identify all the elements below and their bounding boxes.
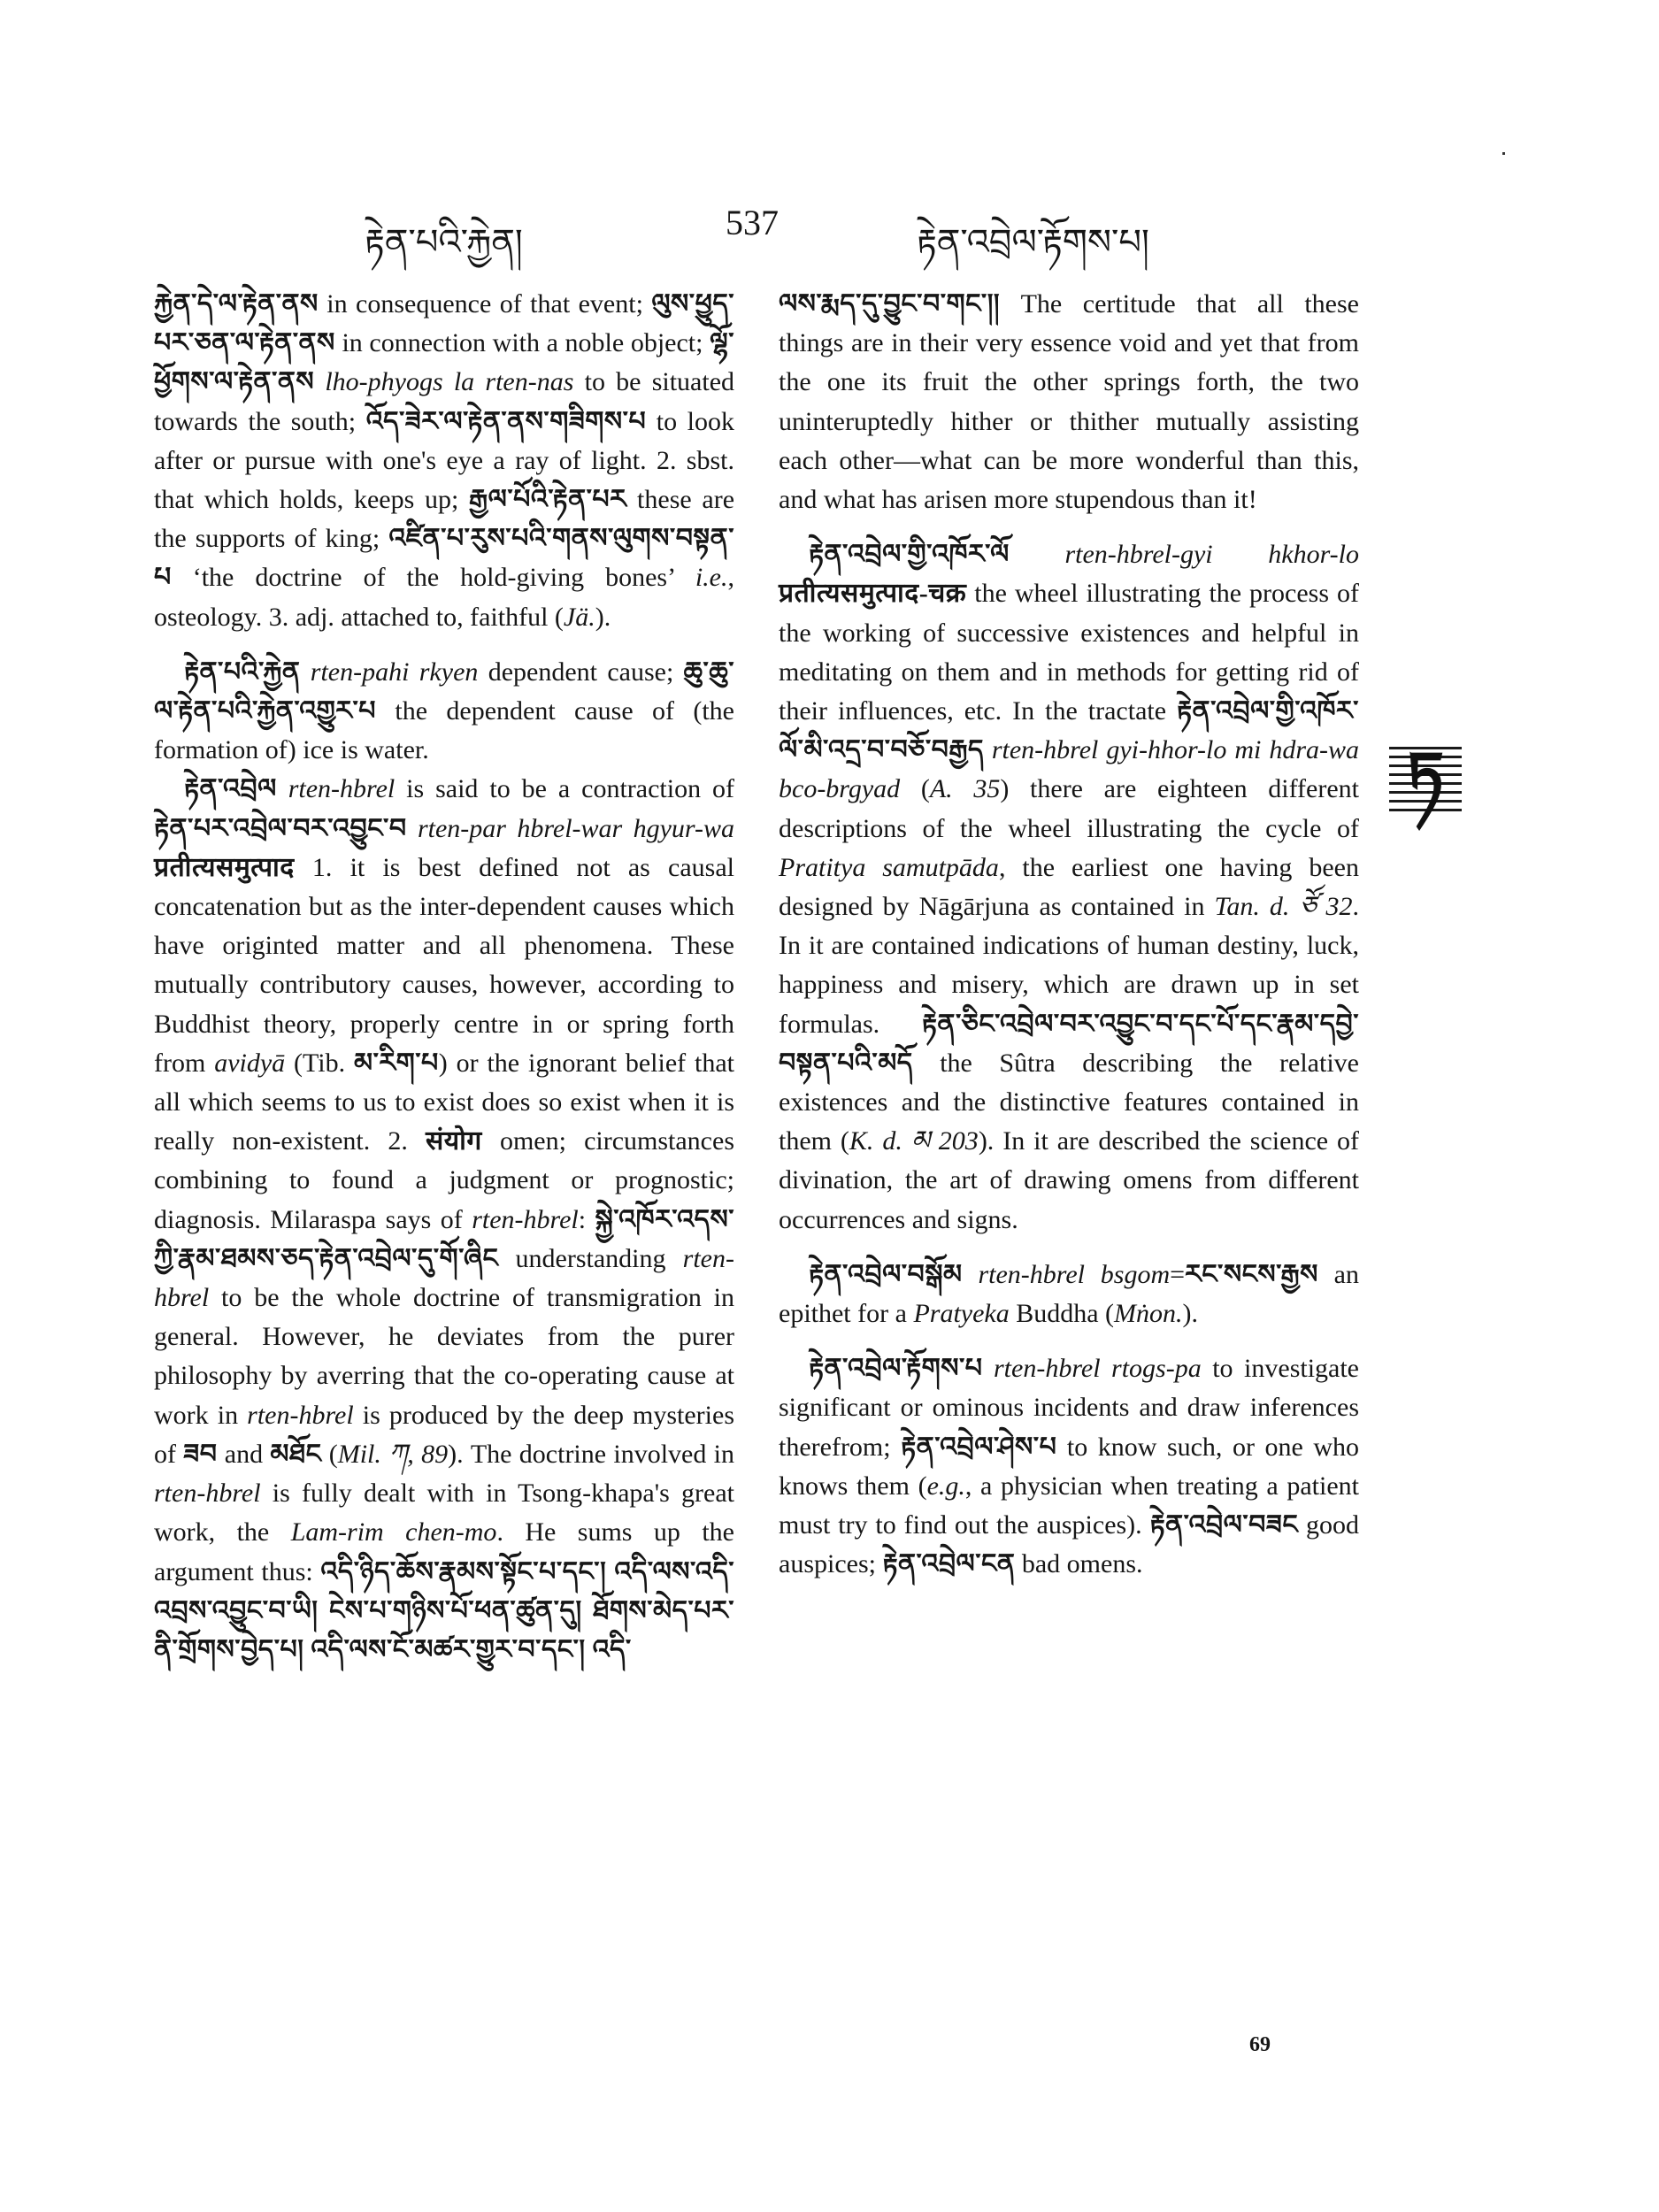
- transliteration: rten-pahi rkyen: [310, 657, 479, 687]
- tibetan-headword: རྟེན་འབྲེལ་གྱི་འཁོར་ལོ: [809, 540, 1010, 570]
- page-number: 537: [726, 203, 779, 242]
- tibetan-text: རྟེན་འབྲེལ་ངན: [882, 1549, 1016, 1579]
- definition-text: [984, 735, 992, 764]
- tibetan-text: རང་སངས་རྒྱས: [1185, 1259, 1318, 1289]
- abbreviation: e.g.: [926, 1471, 965, 1501]
- tibetan-text: རྟེན་འབྲེལ་གྱི་འཁོར་ལོ་མི་འདྲ་བ་བཅོ་བརྒྱད: [779, 696, 1359, 765]
- verse-continuation: [779, 285, 1359, 519]
- definition-text: the dependent cause of (the formation of) ice is water.: [154, 696, 734, 765]
- entry-continuation: [154, 285, 734, 637]
- transliteration: rten-hbrel-gyi hkhor-lo: [1064, 540, 1359, 570]
- entry-rten-hbrel-bsgom: [779, 1256, 1359, 1333]
- definition-text: [1010, 540, 1065, 569]
- definition-text: ). The doctrine involved in: [448, 1439, 734, 1469]
- definition-text: The certitude that all these things are in their very essence void and yet that from the one its fruit the other springs forth, the two uninteruptedly hither or thither mutually assisting each other—what can be more wonderful than this, and what has arisen more stupendous than it!: [779, 289, 1359, 515]
- transliteration: rten-par hbrel-war hgyur-wa: [417, 813, 734, 843]
- transliteration: rten-hbrel gyi-hhor-lo mi hdra-wa bco-brgyad: [779, 735, 1359, 804]
- right-column: [779, 285, 1359, 1585]
- tibetan-text: རྟེན་འབྲེལ་ཤེས་པ: [901, 1432, 1057, 1462]
- definition-text: in connection with a noble object;: [334, 328, 710, 358]
- definition-text: , the earliest one having been designed by Nāgārjuna as contained in: [779, 852, 1359, 922]
- sanskrit-text: प्रतीत्यसमुत्पाद: [154, 852, 295, 882]
- definition-text: and: [217, 1439, 271, 1469]
- definition-text: to investigate significant or ominous incidents and draw inferences therefrom;: [779, 1354, 1359, 1462]
- sanskrit-term: Pratitya samutpāda: [779, 852, 999, 882]
- tibetan-text: ལུས་ཕྱུད་པར་ཅན་ལ་རྟེན་ནས: [154, 289, 734, 358]
- transliteration: rten-hbrel: [154, 1479, 261, 1509]
- definition-text: ). In it are described the science of divination, the art of drawing omens from different occurrences and signs.: [779, 1126, 1359, 1234]
- definition-text: 1. it is best defined not as causal concatenation but as the inter-dependent causes which have originted matter and all phenomena. These mutually contributory causes, however, according to Buddhist theory, properly centre in or spring forth from: [154, 852, 734, 1078]
- definition-text: the wheel illustrating the process of the working of successive existences and helpful in meditating on them and in methods for getting rid of their influences, etc. In the tractate: [779, 579, 1359, 726]
- definition-text: [277, 774, 288, 803]
- transliteration: rten-hbrel rtogs-pa: [994, 1354, 1202, 1384]
- thumb-index-marker: [1389, 743, 1462, 814]
- source-reference: A. 35: [929, 774, 1001, 804]
- sanskrit-term: Pratyeka: [913, 1299, 1010, 1329]
- transliteration: rten-hbrel: [288, 774, 396, 804]
- transliteration: rten-hbrel: [247, 1400, 354, 1430]
- tibetan-text: རྒྱལ་པོའི་རྟེན་པར: [469, 485, 627, 515]
- definition-text: (: [900, 774, 930, 804]
- tibetan-headword: རྟེན་འབྲེལ་རྟོགས་པ: [809, 1354, 983, 1384]
- definition-text: ).: [1182, 1299, 1199, 1329]
- definition-text: . He sums up the argument thus:: [154, 1517, 734, 1586]
- sanskrit-term: avidyā: [214, 1048, 286, 1078]
- tibetan-headword: རྟེན་པའི་རྐྱེན: [184, 657, 301, 687]
- definition-text: [407, 814, 418, 843]
- entry-rten-hbrel-gyi-hkhor-lo: [779, 535, 1359, 1240]
- source-reference: Mṅon.: [1114, 1299, 1183, 1329]
- transliteration: lho-phyogs la: [325, 367, 475, 397]
- definition-text: is said to be a contraction of: [395, 774, 735, 804]
- tibetan-verse: ལས་རྨད་དུ་བྱུང་བ་གང་།།: [779, 289, 1001, 319]
- definition-text: bad omens.: [1015, 1549, 1143, 1579]
- definition-text: dependent cause;: [478, 657, 684, 687]
- tibetan-text: རྟེན་ཅིང་འབྲེལ་བར་འབྱུང་བ་དང་པོ་དང་རྣམ་དབྱེ་བསྟན་པའི་མདོ: [779, 1009, 1359, 1078]
- tibetan-text: ཟབ: [183, 1439, 218, 1469]
- definition-text: ) or the ignorant belief that all which seems to us to exist does so exist when it is really non-existent. 2.: [154, 1048, 734, 1156]
- definition-text: to know such, or one who knows them (: [779, 1432, 1359, 1501]
- tibetan-text: ཆུ་ཆུ་ལ་རྟེན་པའི་རྐྱེན་འགྱུར་པ: [154, 657, 734, 726]
- work-title: Lam-rim chen-mo: [290, 1517, 497, 1548]
- definition-text: (: [321, 1439, 338, 1469]
- abbreviation: i.e.: [695, 563, 728, 593]
- source-reference: Mil. ཀ, 89: [337, 1439, 449, 1469]
- definition-text: to be situated towards the south;: [154, 367, 735, 436]
- definition-text: omen; circumstances combining to found a judgment or prognostic; diagnosis. Milaraspa says of: [154, 1126, 734, 1234]
- definition-text: an epithet for a: [779, 1259, 1359, 1329]
- tibetan-text: མ་རིག་པ: [354, 1048, 439, 1078]
- transliteration: rten-hbrel: [472, 1204, 579, 1234]
- tibetan-verse: འདི་ཉིད་ཆོས་རྣམས་སྟོང་པ་དང་། འདི་ལས་འདི་འབྲས་འབྱུང་བ་ཡི། ངེས་པ་གཉིས་པོ་ཕན་ཚུན་དུ། ཐོགས་མེད་པར་ནི་གྲོགས་བྱེད་པ། འདི་ལས་ངོ་མཚར་གྱུར་བ་དང་། འདི་: [154, 1556, 735, 1664]
- header-right-headword: རྟེན་འབྲེལ་རྟོགས་པ།: [917, 222, 1149, 262]
- definition-text: good auspices;: [779, 1510, 1360, 1579]
- definition-text: [314, 367, 325, 396]
- tibetan-headword: རྟེན་འབྲེལ: [184, 774, 277, 804]
- definition-text: :: [578, 1204, 595, 1234]
- sanskrit-text: संयोग: [425, 1126, 482, 1156]
- tibetan-text: འོད་ཟེར་ལ་རྟེན་ནས་གཟིགས་པ: [365, 406, 647, 436]
- definition-text: understanding: [498, 1243, 683, 1273]
- tibetan-text: རྟེན་པར་འབྲེལ་བར་འབྱུང་བ: [154, 813, 407, 843]
- source-reference: Tan. d. ཙོ 32: [1214, 892, 1353, 922]
- definition-text: [983, 1354, 995, 1383]
- header-left-headword: རྟེན་པའི་རྐྱེན།: [365, 222, 523, 262]
- definition-text: (Tib.: [285, 1048, 355, 1078]
- tibetan-text: རྟེན་འབྲེལ་བཟང: [1149, 1510, 1299, 1540]
- definition-text: ).: [595, 602, 611, 632]
- definition-text: the Sûtra describing the relative existences and the distinctive features contained in them (: [779, 1048, 1359, 1156]
- tibetan-text: སྐྱེ་འཁོར་འདས་ཀྱི་རྣམ་ཐམས་ཅད་རྟེན་འབྲེལ་དུ་གོ་ཞིང: [154, 1204, 734, 1273]
- definition-text: [300, 657, 310, 687]
- tibetan-headword: རྟེན་འབྲེལ་བསྒོམ: [809, 1259, 963, 1289]
- sanskrit-text: प्रतीत्यसमुत्पाद-चक्र: [779, 579, 967, 609]
- definition-text: . In it are contained indications of human destiny, luck, happiness and misery, which are drawn up in set formulas.: [779, 892, 1359, 1039]
- definition-text: to be the whole doctrine of transmigration in general. However, he deviates from the purer philosophy by averring that the co-operating cause at work in: [154, 1283, 734, 1430]
- definition-text: is fully dealt with in Tsong-khapa's great work, the: [154, 1479, 734, 1548]
- transliteration: rten-nas: [485, 367, 574, 397]
- entry-rten-hbrel-rtogs-pa: [779, 1349, 1359, 1584]
- entry-rten-hbrel: [154, 770, 734, 1670]
- definition-text: =: [1170, 1259, 1186, 1289]
- source-reference: K. d. མ 203: [849, 1126, 979, 1156]
- definition-text: ‘the doctrine of the hold-giving bones’: [171, 563, 695, 593]
- signature-mark: 69: [1249, 2033, 1271, 2056]
- definition-text: [474, 367, 485, 396]
- tibetan-text: རྐྱེན་དེ་ལ་རྟེན་ནས: [154, 289, 319, 319]
- tibetan-text: ལྷོ་ཕྱོགས་ལ་རྟེན་ནས: [154, 328, 734, 397]
- definition-text: is produced by the deep mysteries of: [154, 1400, 734, 1469]
- tibetan-text: འཛིན་པ་རུས་པའི་གནས་ལུགས་བསྟན་པ: [154, 524, 734, 593]
- definition-text: to look after or pursue with one's eye a ray of light. 2. sbst. that which holds, keeps up;: [154, 406, 735, 515]
- transliteration: rten-hbrel bsgom: [978, 1259, 1171, 1289]
- definition-text: Buddha (: [1009, 1299, 1115, 1329]
- definition-text: in consequence of that event;: [318, 289, 652, 319]
- definition-text: , a physician when treating a patient must try to find out the auspices).: [779, 1471, 1359, 1540]
- tibetan-text: མཐོང: [270, 1439, 322, 1469]
- definition-text: ) there are eighteen different descriptions of the wheel illustrating the cycle of: [779, 774, 1359, 843]
- definition-text: [963, 1260, 979, 1289]
- definition-text: these are the supports of king;: [154, 485, 735, 554]
- print-speck: [1502, 152, 1505, 155]
- source-reference: Jä.: [563, 602, 595, 632]
- definition-text: , osteology. 3. adj. attached to, faithful (: [154, 563, 734, 632]
- thumb-index-letter: ཏ: [1406, 741, 1445, 813]
- transliteration: rten-hbrel: [154, 1243, 734, 1313]
- left-column: [154, 285, 734, 1670]
- entry-rten-pahi-rkyen: [154, 653, 734, 771]
